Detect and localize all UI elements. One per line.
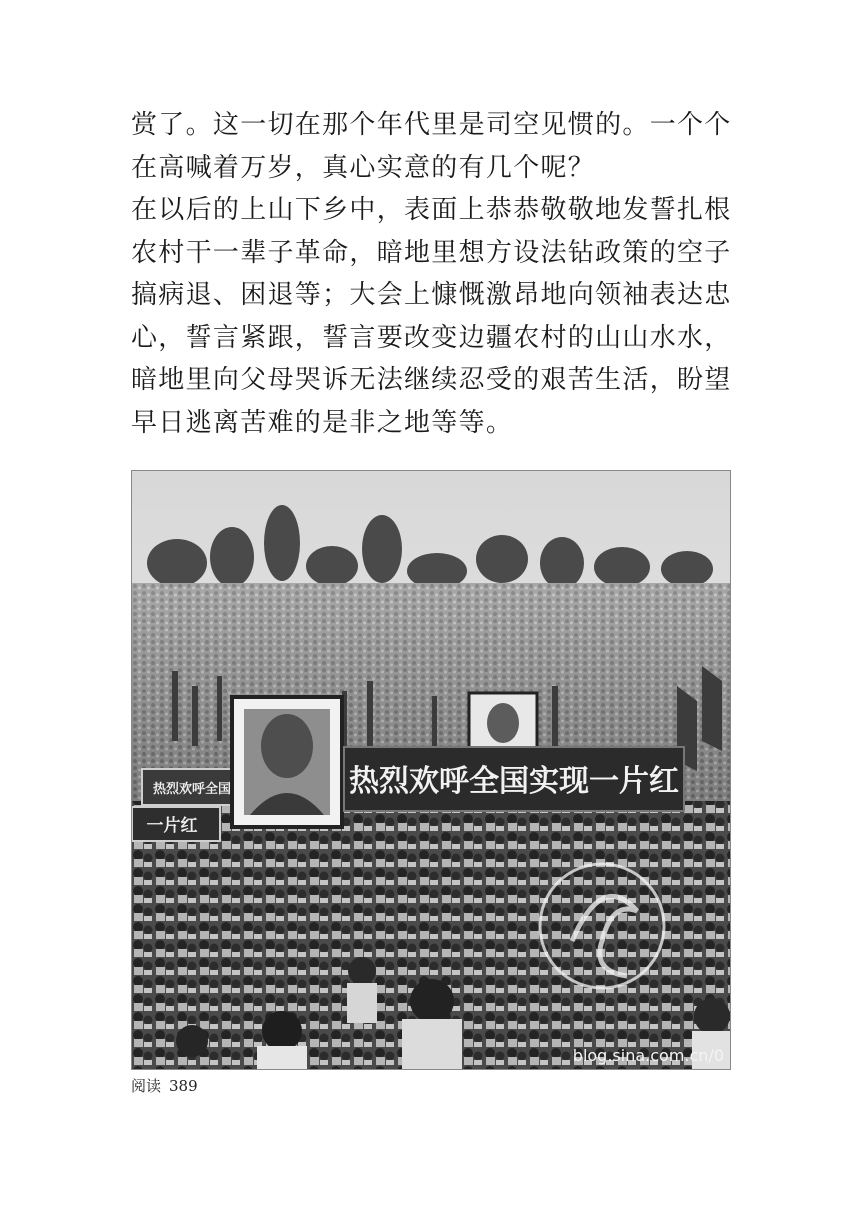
portrait-left <box>232 697 342 827</box>
text-line: 在以后的上山下乡中，表面上恭恭敬敬地发誓扎根 <box>131 195 732 225</box>
text-line: 搞病退、困退等；大会上慷慨激昂地向领袖表达忠 <box>131 280 732 310</box>
left-banner-top: 热烈欢呼全国 <box>152 782 232 797</box>
text-line: 在高喊着万岁，真心实意的有几个呢？ <box>131 152 596 183</box>
main-banner-text: 热烈欢呼全国实现一片红 <box>349 764 679 799</box>
text-line: 早日逃离苦难的是非之地等等。 <box>131 407 514 438</box>
text-line: 农村干一辈子革命，暗地里想方设法钻政策的空子 <box>131 237 732 268</box>
main-banner <box>344 747 684 811</box>
read-count-value: 389 <box>169 1077 198 1095</box>
read-count-label: 阅读 <box>131 1077 162 1095</box>
text-line: 心，誓言紧跟，誓言要改变边疆农村的山山水水， <box>131 322 732 353</box>
text-line: 赏了。这一切在那个年代里是司空见惯的。一个个 <box>131 110 732 140</box>
read-count <box>131 1075 198 1096</box>
text-line: 暗地里向父母哭诉无法继续忍受的艰苦生活，盼望 <box>131 365 732 395</box>
watermark-text: blog.sina.com.cn/0 <box>572 1046 724 1065</box>
rally-photo <box>131 470 731 1070</box>
body-text <box>131 104 731 444</box>
left-banner-bottom: 一片红 <box>146 816 198 836</box>
